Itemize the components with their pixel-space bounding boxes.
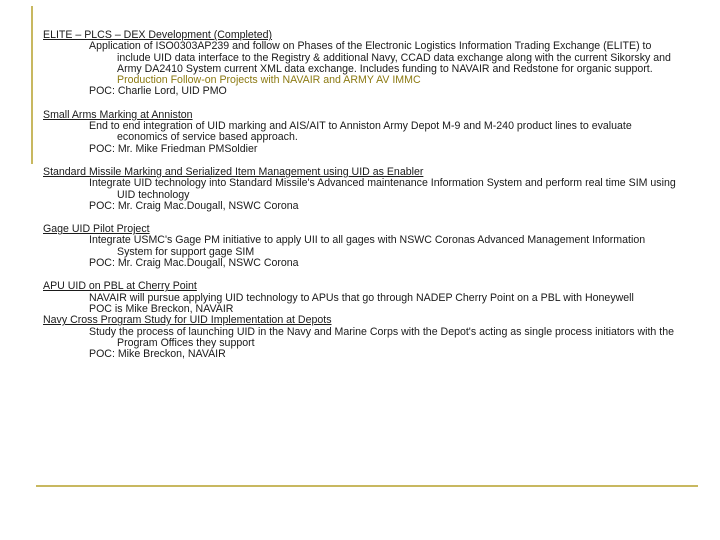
project-title[interactable]: Gage UID Pilot Project [43,223,150,236]
project-poc: POC: Mr. Craig Mac.Dougall, NSWC Corona [89,257,299,270]
project-item-elite [43,30,683,98]
left-accent-rule [31,6,33,164]
project-title[interactable]: APU UID on PBL at Cherry Point [43,280,197,293]
project-title[interactable]: Navy Cross Program Study for UID Implementation at Depots [43,314,332,327]
project-item-small-arms [43,110,683,155]
project-description: End to end integration of UID marking and AIS/AIT to Anniston Army Depot M-9 and M-240 product lines to evaluate economics of service based approach. [89,120,632,144]
project-item-apu [43,281,683,315]
project-poc: POC: Mr. Craig Mac.Dougall, NSWC Corona [89,199,299,212]
project-item-standard-missile [43,167,683,212]
project-poc: POC is Mike Breckon, NAVAIR [89,302,234,315]
project-title[interactable]: ELITE – PLCS – DEX Development (Completed) [43,29,273,41]
project-highlight-text: Production Follow-on Projects with NAVAIR and ARMY AV IMMC [117,74,421,87]
project-item-gage [43,224,683,269]
project-description-text: Application of ISO0303AP239 and follow on Phases of the Electronic Logistics Information Trading Exchange (ELITE) to include UID data interface to the Registry & additional Navy, CCAD data exchange along with the current Sikorsky and Army DA2410 System current XML data exchange. Includes funding to NAVAIR and Redstone for organic support. [89,40,671,75]
project-title[interactable]: Standard Missile Marking and Serialized Item Management using UID as Enabler [43,165,424,178]
project-title[interactable]: Small Arms Marking at Anniston [43,108,193,121]
bottom-accent-rule [36,485,698,487]
project-poc: POC: Charlie Lord, UID PMO [89,85,227,98]
project-poc: POC: Mr. Mike Friedman PMSoldier [89,142,258,155]
project-description: Integrate USMC's Gage PM initiative to apply UII to all gages with NSWC Coronas Advanced Management Information System for support gage SIM [89,234,646,258]
project-description [43,41,683,86]
project-description: NAVAIR will pursue applying UID technology to APUs that go through NADEP Cherry Point on a PBL with Honeywell [89,291,634,304]
project-item-navy-cross [43,315,683,360]
project-poc: POC: Mike Breckon, NAVAIR [89,348,226,361]
project-description: Study the process of launching UID in the Navy and Marine Corps with the Depot's acting as single process initiators with the Program Offices they support [89,325,674,349]
slide-body [43,30,683,372]
project-description: Integrate UID technology into Standard Missile's Advanced maintenance Information System and perform real time SIM using UID technology [89,177,676,201]
